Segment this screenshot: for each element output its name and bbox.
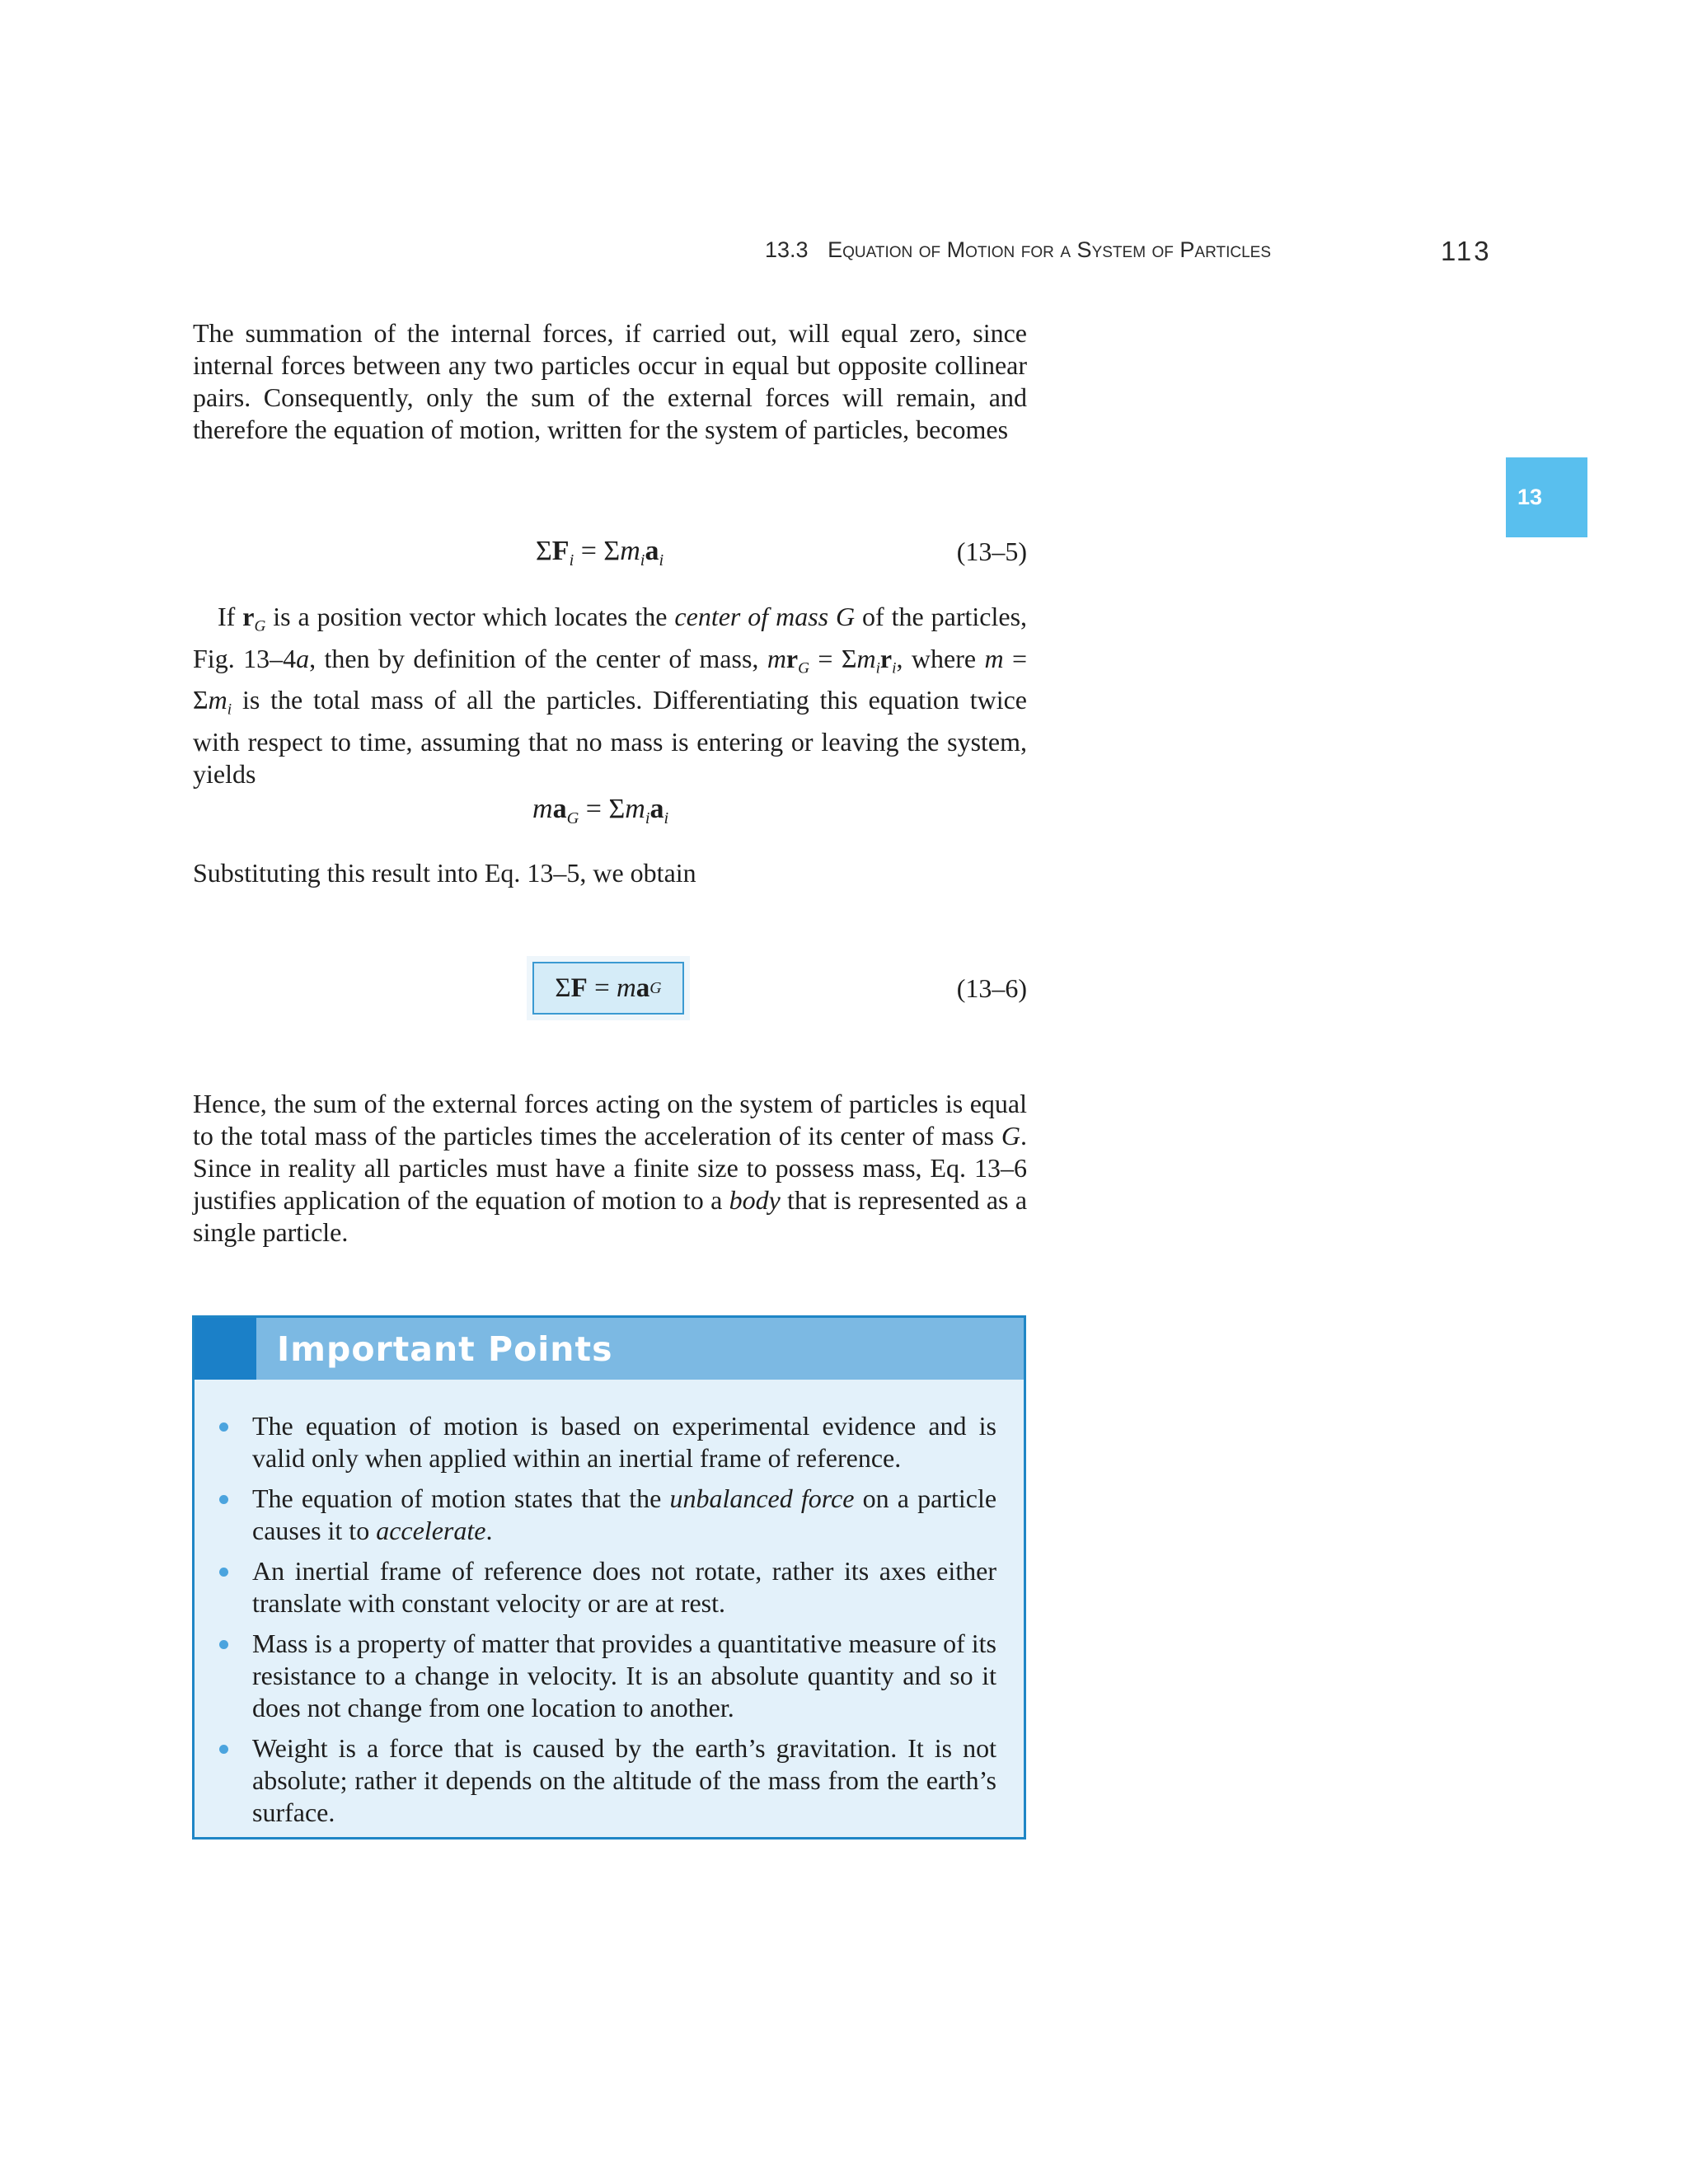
important-points-header <box>195 1318 1024 1380</box>
list-item <box>218 1732 996 1829</box>
paragraph-center-of-mass: If $r_G$ is a position vector which locates the center of mass G of the particles, Fig. 13–4a, then by definition of the center of mass, $mr_G = \Sigma m_ir_i$, where $m = \Sigma m_i$ is the total mass of all the particles. Differentiating this equation twice with respect to time, assuming that no mass is entering or leaving the system, yields <box>193 602 1028 790</box>
equation-13-5: $\Sigma F_i = \Sigma m_ia_i$ <box>536 536 664 570</box>
p2-fig-a: a <box>296 643 310 673</box>
equation-13-6-number: (13–6) <box>956 973 1027 1003</box>
p4-g: G <box>1001 1121 1021 1151</box>
bullet-icon <box>219 1568 228 1577</box>
list-item <box>218 1555 996 1619</box>
paragraph-substituting: Substituting this result into Eq. 13–5, we obtain <box>193 858 696 888</box>
point-text: Mass is a property of matter that provides a quantitative measure of its resistance to a change in velocity. It is an absolute quantity and so it does not change from one location to another. <box>252 1629 996 1722</box>
p4-body: body <box>729 1185 781 1215</box>
point-accelerate: accelerate <box>376 1516 486 1545</box>
point-text-c: on a particle causes it to <box>252 1483 997 1545</box>
p4-text-1: Hence, the sum of the external forces acting on the system of particles is equal to the total mass of the particles times the acceleration of its center of mass <box>193 1089 1027 1151</box>
section-number: 13.3 <box>765 237 809 262</box>
point-unbalanced-force: unbalanced force <box>669 1483 855 1513</box>
point-text-a: The equation of motion states that the <box>252 1483 662 1513</box>
p2-text-5: is the total mass of all the particles. Differentiating this equation twice with respect to time, assuming that no mass is entering or leaving the system, yields <box>193 685 1028 790</box>
p4-text-2: . Since in reality all particles must have a finite size to possess mass, Eq. 13–6 justifies application of the equation of motion to a <box>193 1121 1028 1215</box>
point-text-e: . <box>485 1516 493 1545</box>
header-accent-block <box>195 1318 256 1380</box>
important-points-list <box>218 1410 996 1837</box>
point-text: The equation of motion is based on experimental evidence and is valid only when applied within an inertial frame of reference. <box>252 1411 996 1473</box>
list-item <box>218 1628 996 1724</box>
bullet-icon <box>219 1495 228 1504</box>
section-title: Equation of Motion for a System of Particles <box>828 237 1271 262</box>
equation-13-6-box: Σ F = m a G <box>532 962 684 1015</box>
important-points-title: Important Points <box>277 1329 613 1369</box>
bullet-icon <box>219 1745 228 1754</box>
point-text: An inertial frame of reference does not rotate, rather its axes either translate with constant velocity or are at rest. <box>252 1556 996 1618</box>
page-number: 113 <box>1441 236 1492 266</box>
p2-if: If <box>218 602 236 631</box>
equation-13-5-number: (13–5) <box>956 537 1027 566</box>
running-header <box>765 237 1342 263</box>
equation-mass-acceleration: $ma_G = \Sigma m_ia_i$ <box>532 794 669 828</box>
point-text: Weight is a force that is caused by the earth’s gravitation. It is not absolute; rather it depends on the altitude of the mass from the earth’s surface. <box>252 1733 996 1827</box>
bullet-icon <box>219 1422 228 1432</box>
p2-center-of-mass: center of mass G <box>674 602 856 631</box>
important-points-box <box>192 1315 1026 1840</box>
list-item <box>218 1483 996 1547</box>
chapter-tab-label: 13 <box>1517 485 1543 509</box>
paragraph-conclusion <box>193 1088 1027 1249</box>
p2-text-1: is a position vector which locates the <box>273 602 668 631</box>
p2-text-4: where <box>911 643 977 673</box>
list-item <box>218 1410 996 1474</box>
p4-text-3: that is represented as a single particle. <box>193 1185 1028 1247</box>
bullet-icon <box>219 1640 228 1649</box>
chapter-tab <box>1506 457 1587 537</box>
paragraph-internal-forces: The summation of the internal forces, if carried out, will equal zero, since internal forces between any two particles occur in equal but opposite collinear pairs. Consequently, only the sum of the external forces will remain, and therefore the equation of motion, written for the system of particles, becomes <box>193 318 1027 444</box>
p2-text-2: of the particles, Fig. 13–4 <box>193 602 1028 673</box>
p2-text-3: , then by definition of the center of mass, <box>309 643 759 673</box>
